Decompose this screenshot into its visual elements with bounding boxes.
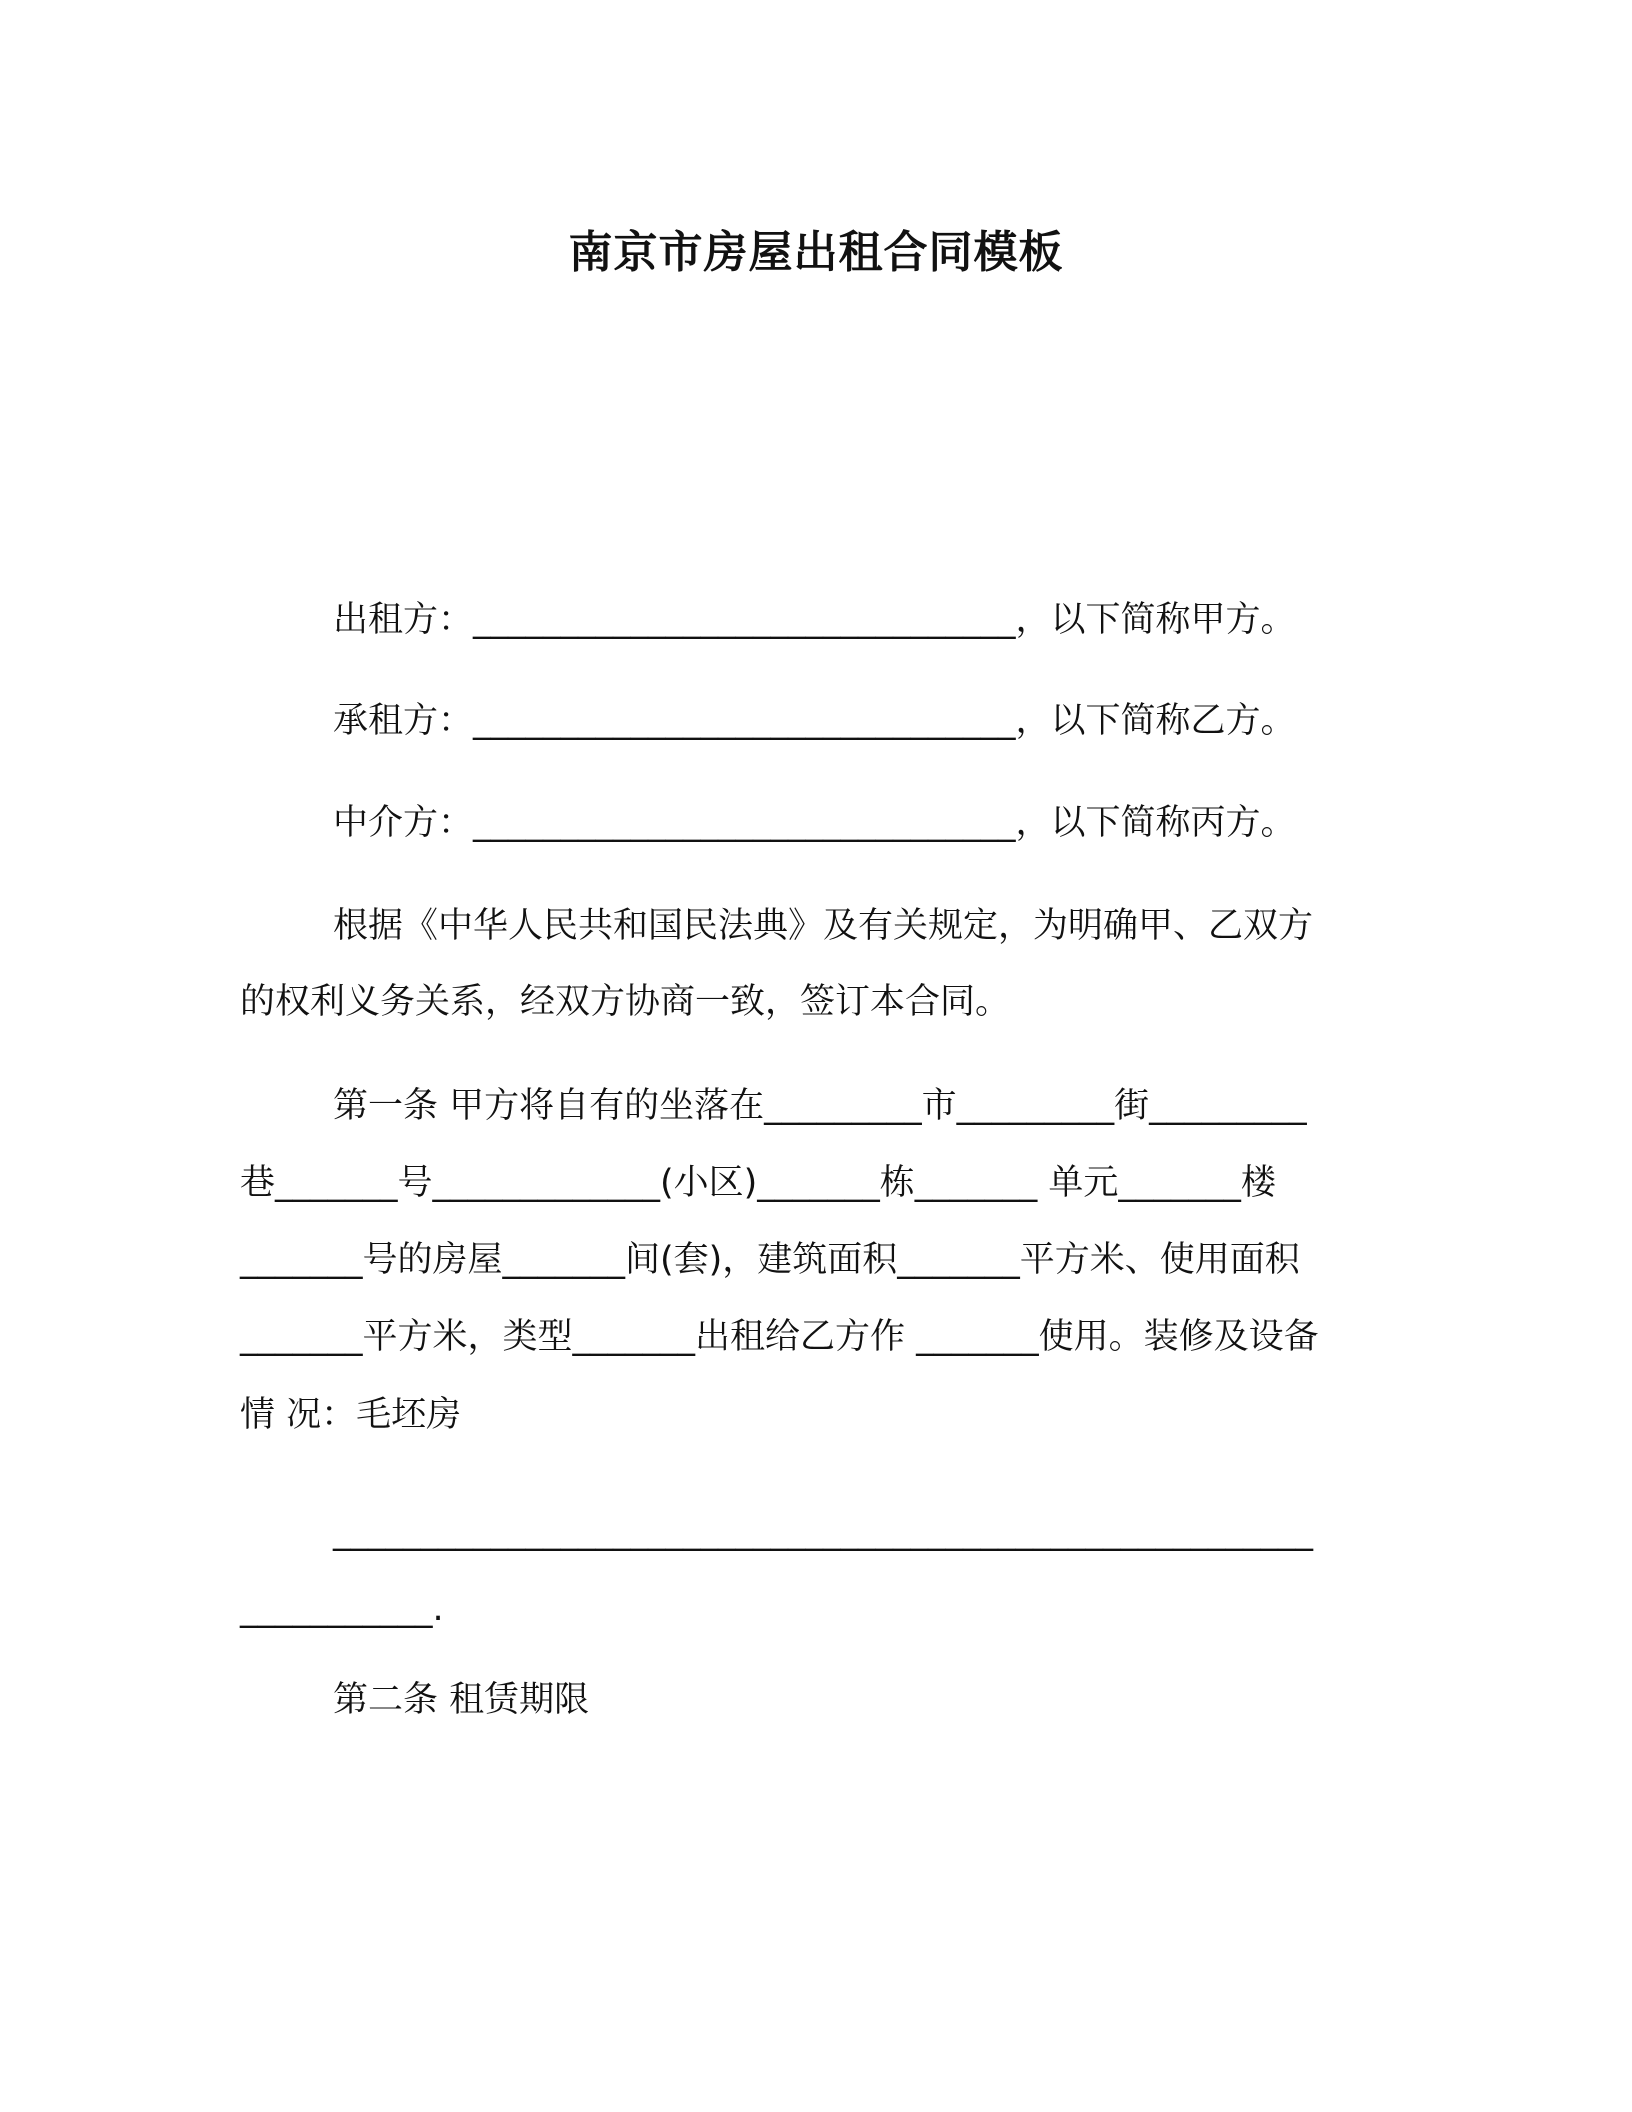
article1-line-7: ___________. xyxy=(240,1589,444,1629)
preamble-line-2: 的权利义务关系，经双方协商一致，签订本合同。 xyxy=(240,982,1011,1022)
agent-line: 中介方：_______________________________，以下简称丙方。 xyxy=(333,803,1296,843)
lessee-line: 承租方：_______________________________，以下简称乙方。 xyxy=(333,701,1296,741)
preamble-line-1: 根据《中华人民共和国民法典》及有关规定，为明确甲、乙双方 xyxy=(333,906,1314,946)
article1-line-4: _______平方米，类型_______出租给乙方作 _______使用。装修及设备 xyxy=(240,1317,1319,1357)
article1-line-3: _______号的房屋_______间(套)，建筑面积_______平方米、使用面积 xyxy=(240,1240,1300,1280)
article1-line-5: 情 况：毛坯房 xyxy=(240,1395,462,1435)
article2-heading: 第二条 租赁期限 xyxy=(333,1680,590,1720)
article1-line-1: 第一条 甲方将自有的坐落在_________市_________街_________ xyxy=(333,1086,1307,1126)
article1-line-6: ________________________________________________________ xyxy=(333,1512,1313,1552)
lessor-line: 出租方：_______________________________，以下简称甲方。 xyxy=(333,600,1296,640)
article1-line-2: 巷_______号_____________(小区)_______栋_______ 单元_______楼 xyxy=(240,1163,1276,1203)
document-title: 南京市房屋出租合同模板 xyxy=(568,227,1064,278)
